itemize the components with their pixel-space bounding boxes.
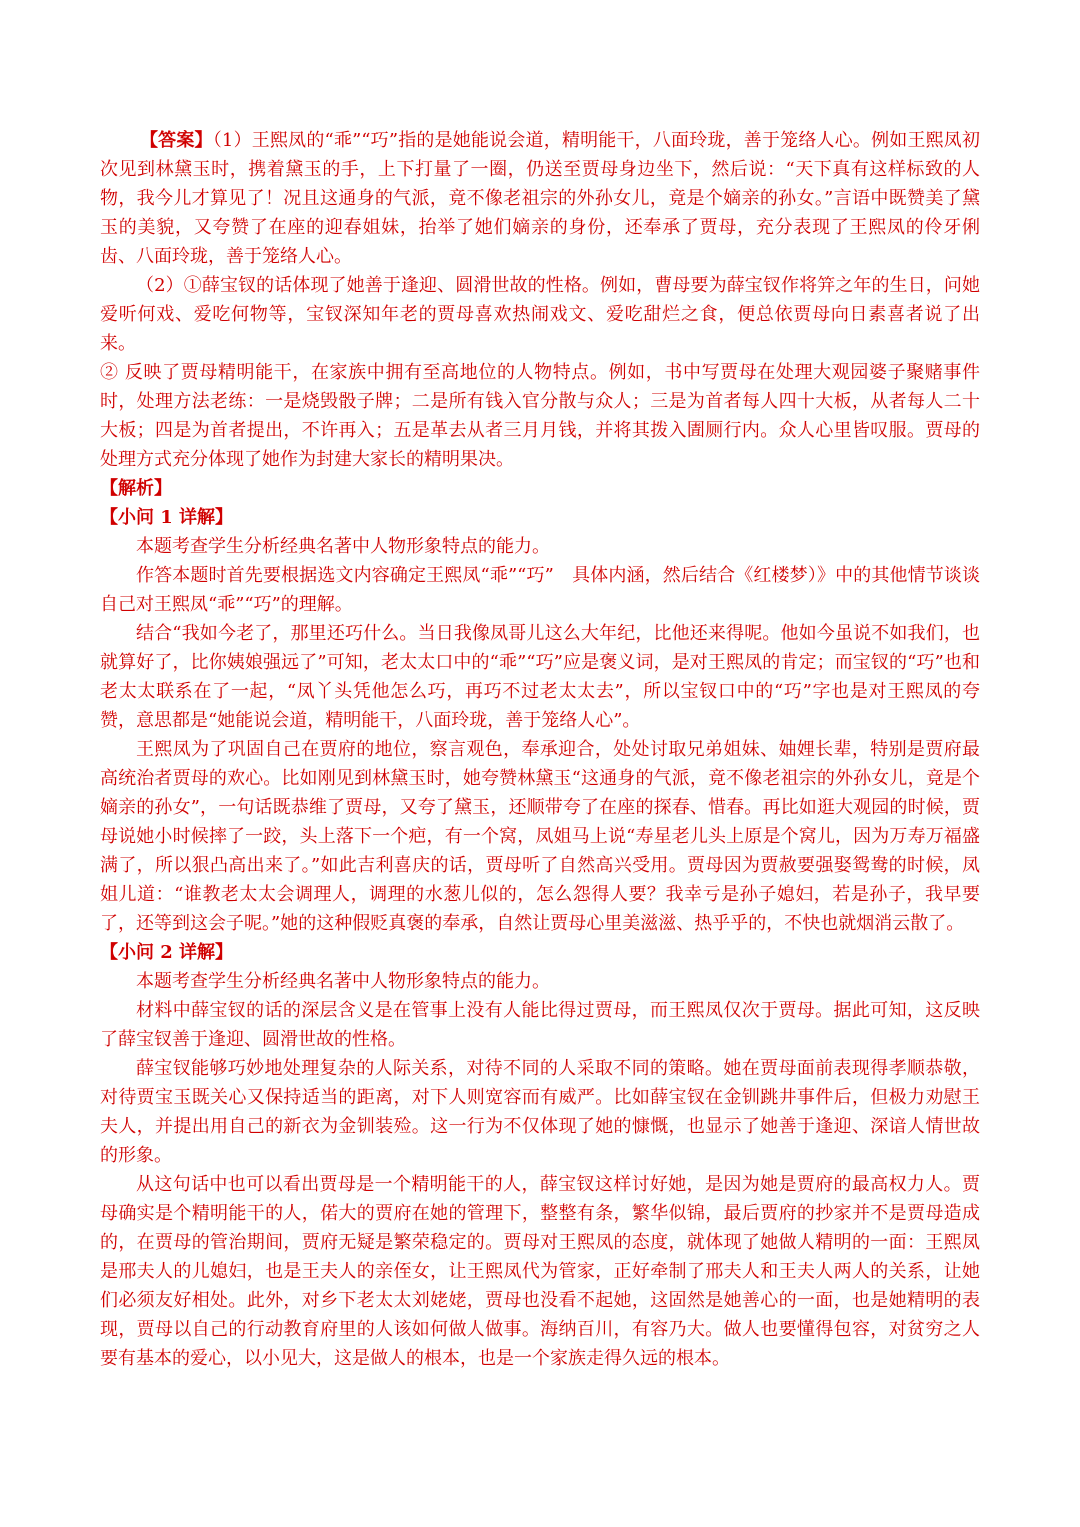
q2-paragraph: 本题考查学生分析经典名著中人物形象特点的能力。 [136,971,550,992]
q1-paragraph: 王熙凤为了巩固自己在贾府的地位，察言观色，奉承迎合，处处讨取兄弟姐妹、妯娌长辈，特别是贾府最高统治者贾母的欢心。比如刚见到林黛玉时，她夸赞林黛玉“这通身的气派，竟不像老祖宗的外孙女儿，竟是个嫡亲的孙女”，一句话既恭维了贾母，又夸了黛玉，还顺带夸了在座的探春、惜春。再比如逛大观园的时候，贾母说她小时候摔了一跤，头上落下一个疤，有一个窝，凤姐马上说“寿星老儿头上原是个窝儿，因为万寿万福盛满了，所以狠凸高出来了。”如此吉利喜庆的话，贾母听了自然高兴受用。贾母因为贾赦要强娶鸳鸯的时候，凤姐儿道：“谁教老太太会调理人，调理的水葱儿似的，怎么怨得人要？我幸亏是孙子媳妇，若是孙子，我早要了，还等到这会子呢。”她的这种假贬真褒的奉承，自然让贾母心里美滋滋、热乎乎的，不快也就烟消云散了。 [100,739,980,934]
q2-label: 【小问 2 详解】 [100,942,234,963]
answer-part-1 [100,126,980,271]
answer-part-3: ② 反映了贾母精明能干，在家族中拥有至高地位的人物特点。例如，书中写贾母在处理大观园婆子聚赌事件时，处理方法老练：一是烧毁骰子牌；二是所有钱入官分散与众人；三是为首者每人四十大板，从者每人二十大板；四是为首者提出，不许再入；五是革去从者三月月钱，并将其拨入圊厕行内。众人心里皆叹服。贾母的处理方式充分体现了她作为封建大家长的精明果决。 [100,362,980,470]
q2-paragraph: 从这句话中也可以看出贾母是一个精明能干的人，薛宝钗这样讨好她，是因为她是贾府的最高权力人。贾母确实是个精明能干的人，偌大的贾府在她的管理下，整整有条，繁华似锦，最后贾府的抄家并不是贾母造成的，在贾母的管治期间，贾府无疑是繁荣稳定的。贾母对王熙凤的态度，就体现了她做人精明的一面：王熙凤是邢夫人的儿媳妇，也是王夫人的亲侄女，让王熙凤代为管家，正好牵制了邢夫人和王夫人两人的关系，让她们必须友好相处。此外，对乡下老太太刘姥姥，贾母也没看不起她，这固然是她善心的一面，也是她精明的表现，贾母以自己的行动教育府里的人该如何做人做事。海纳百川，有容乃大。做人也要懂得包容，对贫穷之人要有基本的爱心，以小见大，这是做人的根本，也是一个家族走得久远的根本。 [100,1174,980,1369]
q1-label: 【小问 1 详解】 [100,507,234,528]
answer-part-2: （2）①薛宝钗的话体现了她善于逢迎、圆滑世故的性格。例如，曹母要为薛宝钗作将笄之年的生日，问她爱听何戏、爱吃何物等，宝钗深知年老的贾母喜欢热闹戏文、爱吃甜烂之食，便总依贾母向日素喜者说了出来。 [100,275,980,354]
q1-paragraph: 结合“我如今老了，那里还巧什么。当日我像凤哥儿这么大年纪，比他还来得呢。他如今虽说不如我们，也就算好了，比你姨娘强远了”可知，老太太口中的“乖”“巧”应是褒义词，是对王熙凤的肯定；而宝钗的“巧”也和老太太联系在了一起，“凤丫头凭他怎么巧，再巧不过老太太去”，所以宝钗口中的“巧”字也是对王熙凤的夸赞，意思都是“她能说会道，精明能干，八面玲珑，善于笼络人心”。 [100,623,980,731]
q2-paragraph: 材料中薛宝钗的话的深层含义是在管事上没有人能比得过贾母，而王熙凤仅次于贾母。据此可知，这反映了薛宝钗善于逢迎、圆滑世故的性格。 [100,1000,980,1050]
document-page [100,126,980,1373]
answer-part-1-text: （1）王熙凤的“乖”“巧”指的是她能说会道，精明能干，八面玲珑，善于笼络人心。例如王熙凤初次见到林黛玉时，携着黛玉的手，上下打量了一圈，仍送至贾母身边坐下，然后说：“天下真有这样标致的人物，我今儿才算见了！况且这通身的气派，竟不像老祖宗的外孙女儿，竟是个嫡亲的孙女。”言语中既赞美了黛玉的美貌，又夸赞了在座的迎春姐妹，抬举了她们嫡亲的身份，还奉承了贾母，充分表现了王熙凤的伶牙俐齿、八面玲珑，善于笼络人心。 [100,130,980,267]
q1-paragraph: 本题考查学生分析经典名著中人物形象特点的能力。 [136,536,550,557]
analysis-label: 【解析】 [100,478,172,499]
answer-label: 【答案】 [140,130,213,151]
q2-paragraph: 薛宝钗能够巧妙地处理复杂的人际关系，对待不同的人采取不同的策略。她在贾母面前表现得孝顺恭敬，对待贾宝玉既关心又保持适当的距离，对下人则宽容而有威严。比如薛宝钗在金钏跳井事件后，但极力劝慰王夫人，并提出用自己的新衣为金钏装殓。这一行为不仅体现了她的慷慨，也显示了她善于逢迎、深谙人情世故的形象。 [100,1058,980,1166]
q1-paragraph: 作答本题时首先要根据选文内容确定王熙凤“乖”“巧” 具体内涵，然后结合《红楼梦）》中的其他情节谈谈自己对王熙凤“乖”“巧”的理解。 [100,565,980,615]
